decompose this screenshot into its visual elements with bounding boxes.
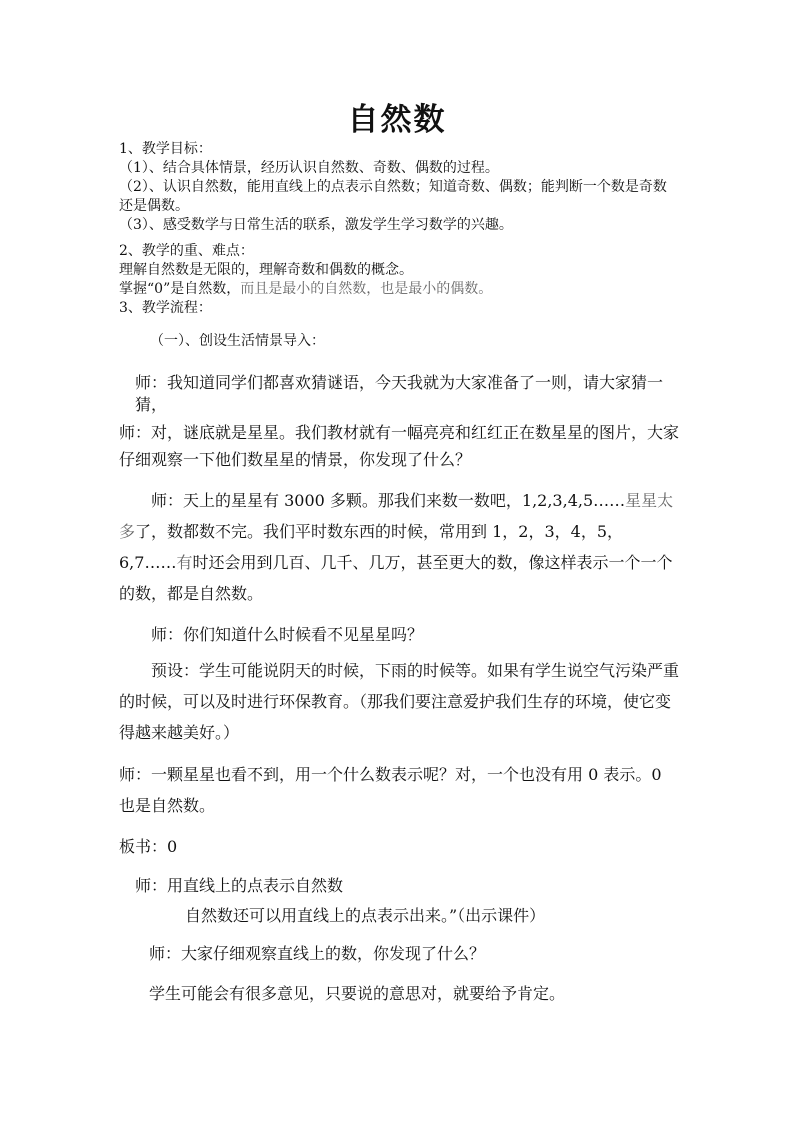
paragraph-zero: 师：一颗星星也看不到，用一个什么数表示呢？对，一个也没有用 0 表示。0 也是自然数。 xyxy=(119,765,662,815)
paragraph-riddle: 师：我知道同学们都喜欢猜谜语，今天我就为大家准备了一则，请大家猜一猜， xyxy=(135,373,664,414)
key-point-line-b: 而且是最小的自然数，也是最小的偶数。 xyxy=(240,281,493,297)
paragraph-courseware: 自然数还可以用直线上的点表示出来。”（出示课件） xyxy=(185,906,546,925)
objectives-heading: 1、教学目标： xyxy=(119,141,212,157)
paragraph-question: 师：你们知道什么时候看不见星星吗？ xyxy=(151,625,424,644)
objective-item: （1）、结合具体情景，经历认识自然数、奇数、偶数的过程。 xyxy=(119,160,499,176)
key-points-heading: 2、教学的重、难点： xyxy=(119,243,254,259)
objective-item: （3）、感受数学与日常生活的联系，激发学生学习数学的兴趣。 xyxy=(119,217,513,233)
paragraph-stars-part-a: 师：天上的星星有 3000 多颗。那我们来数一数吧，1,2,3,4,5…… xyxy=(151,491,626,510)
paragraph-preset: 预设：学生可能说阴天的时候，下雨的时候等。如果有学生说空气污染严重的时候，可以及时进行环保教育。（那我们要注意爱护我们生存的环境，使它变得越来越美好。） xyxy=(119,661,680,742)
page-title: 自然数 xyxy=(347,102,447,138)
objective-item: （2）、认识自然数，能用直线上的点表示自然数；知道奇数、偶数；能判断一个数是奇数还是偶数。 xyxy=(119,179,667,214)
objectives-section xyxy=(119,140,679,235)
paragraph-observe: 师：大家仔细观察直线上的数，你发现了什么？ xyxy=(149,944,486,963)
paragraph-stars-part-c: 了，数都数不完。我们平时数东西的时候，常用到 1，2，3，4，5，6,7…… xyxy=(119,522,624,572)
paragraph-affirm: 学生可能会有很多意见，只要说的意思对，就要给予肯定。 xyxy=(149,984,566,1003)
board-writing: 板书：0 xyxy=(119,837,178,856)
key-point-line: 理解自然数是无限的，理解奇数和偶数的概念。 xyxy=(119,262,413,278)
process-subheading: （一）、创设生活情景导入： xyxy=(150,333,325,349)
key-point-line-a: 掌握“0”是自然数， xyxy=(119,281,241,297)
paragraph-stars xyxy=(119,485,679,609)
paragraph-number-line: 师：用直线上的点表示自然数 xyxy=(135,876,344,895)
key-points-section xyxy=(119,242,679,318)
process-heading: 3、教学流程： xyxy=(119,300,212,316)
key-point-line xyxy=(119,280,679,299)
paragraph-stars-part-d: 有 xyxy=(176,553,193,572)
paragraph-stars-part-e: 时还会用到几百、几千、几万，甚至更大的数，像这样表示一个一个的数，都是自然数。 xyxy=(119,553,673,603)
paragraph-stars-part-b: 星星太多 xyxy=(119,491,674,541)
paragraph-answer: 师：对，谜底就是星星。我们教材就有一幅亮亮和红红正在数星星的图片，大家仔细观察一下他们数星星的情景，你发现了什么？ xyxy=(119,423,680,469)
